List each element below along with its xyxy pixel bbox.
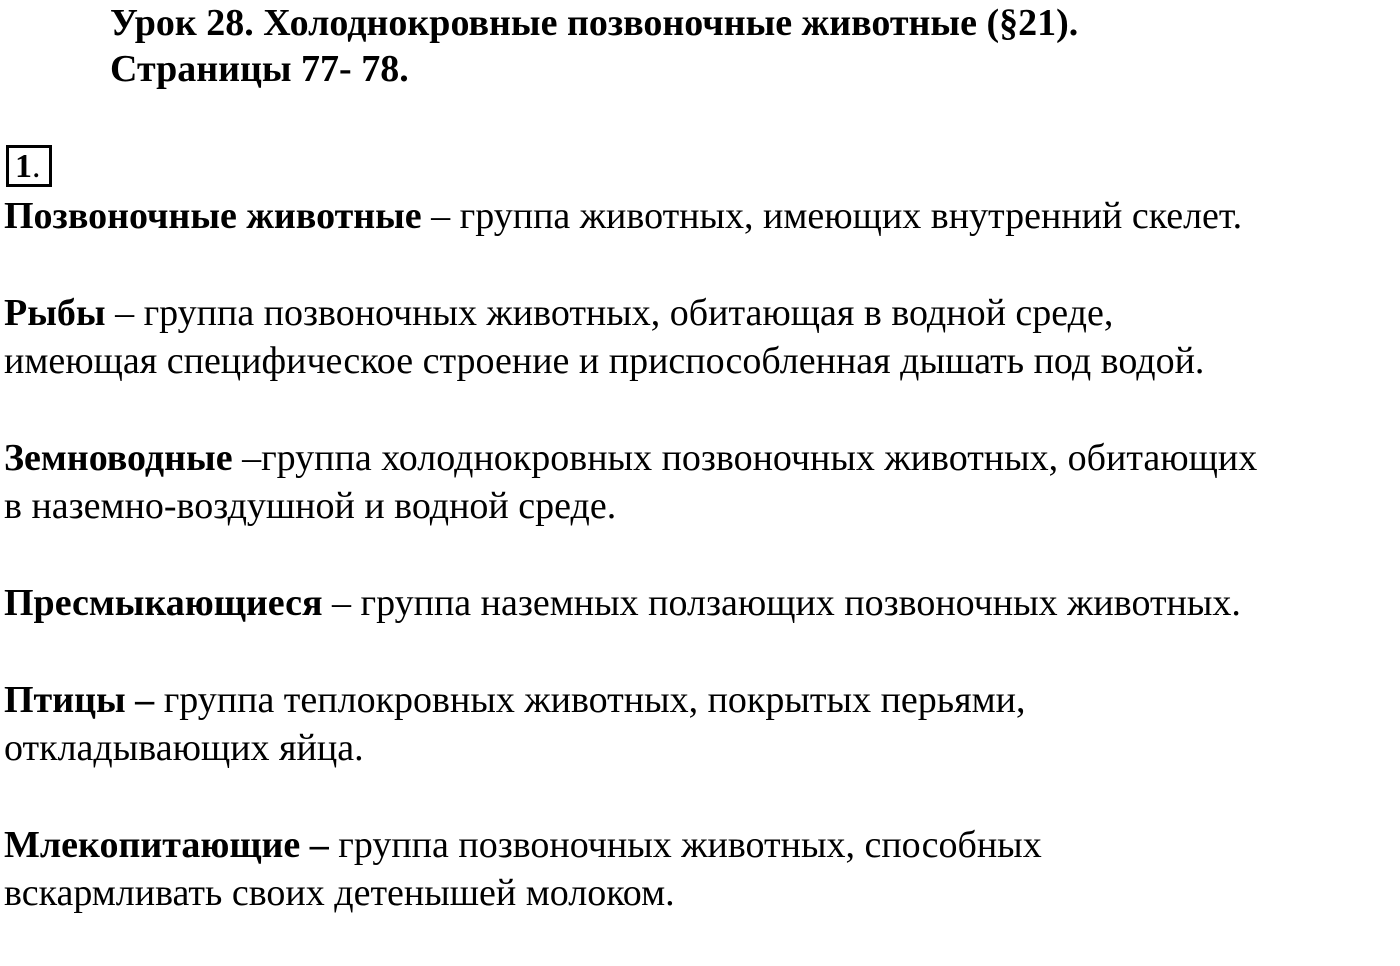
definition-continuation: в наземно-воздушной и водной среде. — [4, 485, 617, 527]
lesson-title: Урок 28. Холоднокровные позвоночные животные (§21). — [110, 2, 1079, 44]
definition-line — [4, 579, 1400, 627]
definition-continuation: имеющая специфическое строение и приспособленная дышать под водой. — [4, 340, 1205, 382]
definition-term: Птицы – — [4, 679, 155, 721]
definition-vertebrates — [4, 192, 1400, 240]
definition-birds — [4, 676, 1400, 772]
definition-text: группа теплокровных животных, покрытых перьями, — [154, 679, 1026, 721]
definition-term: Позвоночные животные — [4, 195, 422, 237]
task-number: 1 — [15, 148, 32, 185]
definition-term: Рыбы — [4, 292, 106, 334]
lesson-pages: Страницы 77- 78. — [110, 48, 409, 90]
definition-amphibians — [4, 434, 1400, 530]
definition-term: Пресмыкающиеся — [4, 582, 323, 624]
definition-reptiles — [4, 579, 1400, 627]
definition-continuation: откладывающих яйца. — [4, 727, 364, 769]
definition-line — [4, 192, 1400, 240]
task-number-dot: . — [32, 148, 41, 185]
definition-text: – группа животных, имеющих внутренний скелет. — [421, 195, 1243, 237]
definition-term: Земноводные — [4, 437, 233, 479]
definition-text: – группа позвоночных животных, обитающая в водной среде, — [105, 292, 1114, 334]
definition-fish — [4, 289, 1400, 385]
definition-line — [4, 289, 1400, 337]
definitions-list — [4, 192, 1400, 966]
definition-text: группа позвоночных животных, способных — [328, 824, 1042, 866]
task-number-box — [6, 145, 52, 187]
definition-term: Млекопитающие – — [4, 824, 329, 866]
definition-line — [4, 434, 1400, 482]
lesson-header — [110, 0, 1078, 92]
definition-text: –группа холоднокровных позвоночных животных, обитающих — [232, 437, 1258, 479]
definition-continuation: вскармливать своих детенышей молоком. — [4, 872, 675, 914]
definition-mammals — [4, 821, 1400, 917]
definition-text: – группа наземных ползающих позвоночных животных. — [322, 582, 1241, 624]
definition-line — [4, 676, 1400, 724]
definition-line — [4, 821, 1400, 869]
